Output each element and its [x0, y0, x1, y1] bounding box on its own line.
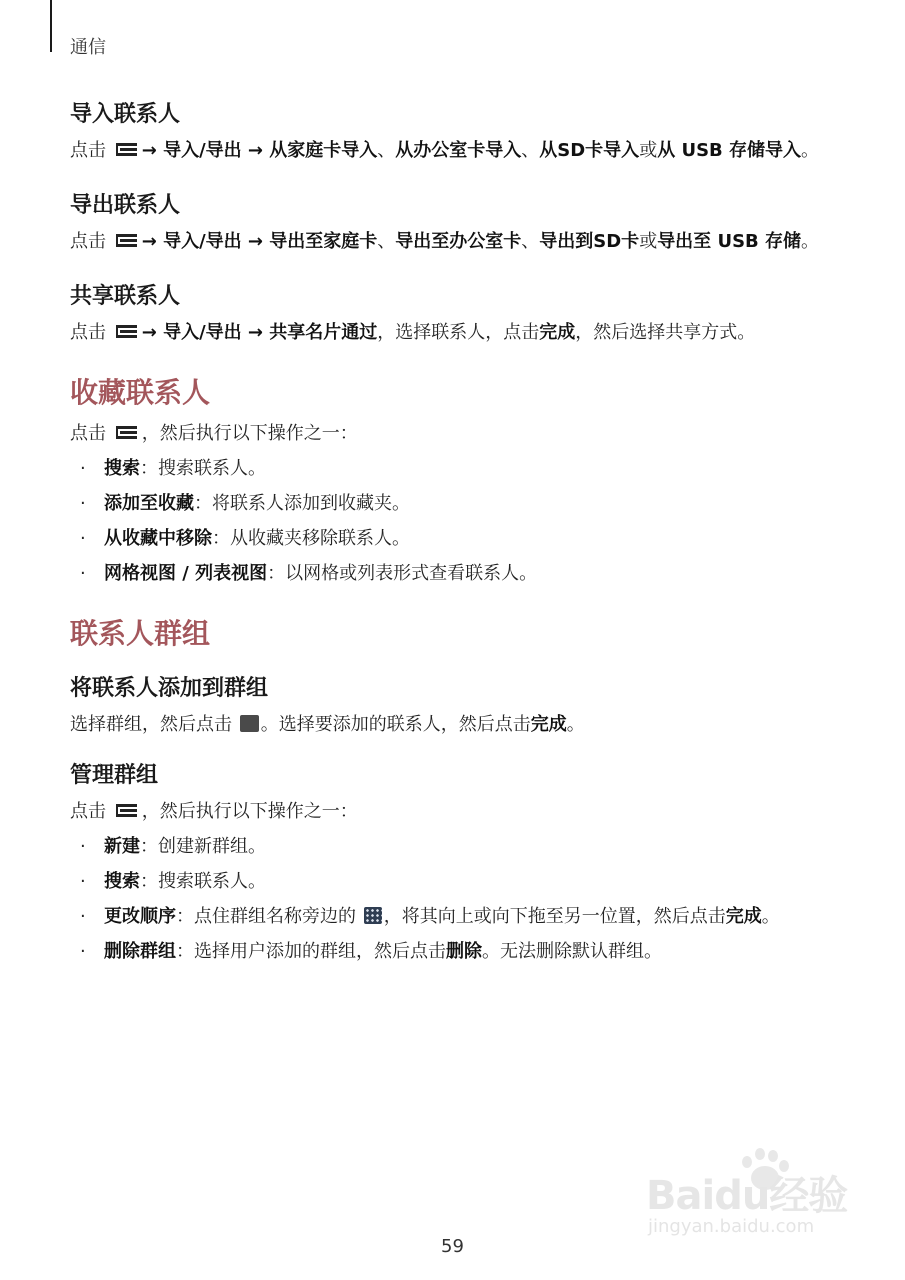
page-number: 59	[441, 1236, 464, 1257]
list-item: · 搜索：搜索联系人。	[80, 458, 266, 479]
share-paragraph: 点击 → 导入/导出 → 共享名片通过，选择联系人，点击完成，然后选择共享方式。	[70, 322, 756, 343]
favorites-intro: 点击 ，然后执行以下操作之一：	[70, 423, 358, 444]
list-item: · 新建：创建新群组。	[80, 836, 266, 857]
favorites-heading: 收藏联系人	[70, 376, 211, 409]
header-rule	[50, 0, 52, 52]
menu-key-icon	[114, 803, 140, 818]
add-contact-icon	[240, 715, 259, 732]
menu-key-icon	[114, 324, 140, 339]
drag-handle-icon	[364, 907, 382, 924]
menu-key-icon	[114, 142, 140, 157]
list-item: · 搜索：搜索联系人。	[80, 871, 266, 892]
import-paragraph: 点击 → 导入/导出 → 从家庭卡导入、从办公室卡导入、从SD卡导入或从 USB 存储导入。	[70, 140, 820, 161]
watermark-logo: Baidu经验	[646, 1173, 848, 1219]
list-item: · 从收藏中移除：从收藏夹移除联系人。	[80, 528, 410, 549]
menu-key-icon	[114, 233, 140, 248]
baidu-watermark	[640, 1150, 860, 1245]
export-paragraph: 点击 → 导入/导出 → 导出至家庭卡、导出至办公室卡、导出到SD卡或导出至 USB 存储。	[70, 231, 820, 252]
manage-groups-heading: 管理群组	[70, 763, 159, 788]
favorites-list	[70, 454, 840, 588]
import-heading: 导入联系人	[70, 102, 181, 127]
list-item: · 网格视图 / 列表视图：以网格或列表形式查看联系人。	[80, 563, 538, 584]
list-item: · 添加至收藏：将联系人添加到收藏夹。	[80, 493, 410, 514]
add-to-group-heading: 将联系人添加到群组	[70, 676, 269, 701]
list-item: · 更改顺序：点住群组名称旁边的 ，将其向上或向下拖至另一位置，然后点击完成。	[80, 906, 780, 927]
section-header: 通信	[70, 37, 106, 58]
manage-groups-intro: 点击 ，然后执行以下操作之一：	[70, 801, 358, 822]
watermark-url: jingyan.baidu.com	[648, 1216, 815, 1237]
page-content	[70, 100, 840, 966]
list-item: · 删除群组：选择用户添加的群组，然后点击删除。无法删除默认群组。	[80, 941, 662, 962]
share-heading: 共享联系人	[70, 284, 181, 309]
menu-key-icon	[114, 425, 140, 440]
manage-groups-list	[70, 832, 840, 966]
export-heading: 导出联系人	[70, 193, 181, 218]
add-to-group-paragraph: 选择群组，然后点击 。选择要添加的联系人，然后点击完成。	[70, 714, 585, 735]
groups-heading: 联系人群组	[70, 617, 211, 650]
